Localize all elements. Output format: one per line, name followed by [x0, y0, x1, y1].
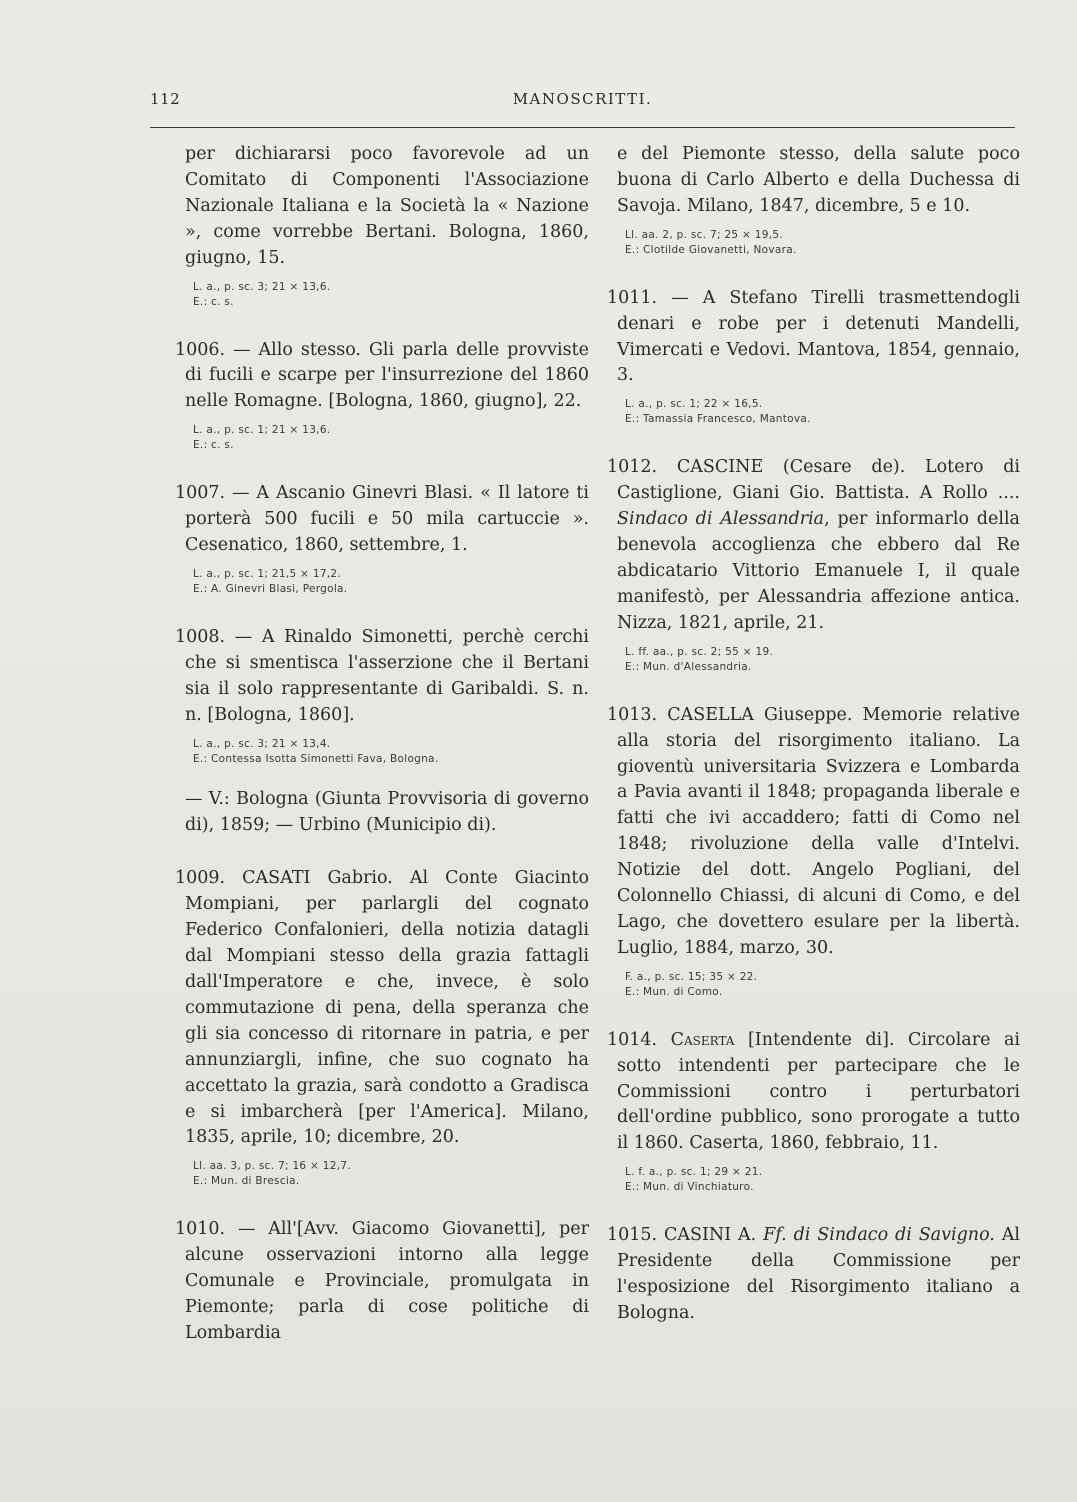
entry-meta [625, 970, 1020, 1000]
see-also-note: — V.: Bologna (Giunta Provvisoria di governo di), 1859; — Urbino (Municipio di). [185, 788, 589, 835]
entry-meta [625, 228, 1020, 258]
entry-meta [193, 567, 589, 597]
entry-text: 1011. — A Stefano Tirelli trasmettendogli denari e robe per i detenuti Mandelli, Vimercati e Vedovi. Mantova, 1854, gennaio, 3. [607, 287, 1020, 386]
entry-text: 1008. — A Rinaldo Simonetti, perchè cerchi che si smentisca l'asserzione che il Bertani sia il solo rappresentante di Garibaldi. S. n. n. [Bologna, 1860]. [175, 626, 589, 725]
entry-text-italic: Ff. di Sindaco di Savigno. [763, 1225, 995, 1246]
entry-1014 [607, 1028, 1020, 1196]
entry-meta [193, 737, 589, 767]
meta-owner: E.: Tamassia Francesco, Mantova. [625, 413, 811, 426]
entry-1011 [607, 286, 1020, 428]
entry-1010 [175, 1217, 589, 1347]
entry-text-rest: [Intendente di]. Circolare ai sotto intendenti per partecipare che le Commissioni contro i perturbatori dell'ordine pubblico, sono prorogate a tutto il 1860. Caserta, 1860, febbraio, 11. [617, 1029, 1020, 1154]
meta-description: L. f. a., p. sc. 1; 29 × 21. [625, 1166, 763, 1179]
entry-meta [193, 423, 589, 453]
meta-description: L. a., p. sc. 1; 21 × 13,6. [193, 424, 331, 437]
meta-owner: E.: Mun. d'Alessandria. [625, 660, 752, 673]
meta-owner: E.: A. Ginevri Blasi, Pergola. [193, 582, 348, 595]
entry-text-lead: 1012. CASCINE (Cesare de). Lotero di Castiglione, Giani Gio. Battista. A Rollo .... [607, 457, 1020, 504]
meta-description: L. a., p. sc. 3; 21 × 13,4. [193, 737, 331, 750]
entry-text [607, 1223, 1020, 1327]
header-rule [150, 127, 1015, 128]
entry-1010-continued [607, 142, 1020, 258]
entry-text-rest: Al Presidente della Commissione per l'esposizione del Risorgimento italiano a Bologna. [617, 1225, 1020, 1323]
entry-text [607, 1028, 1020, 1158]
entry-text-italic: Sindaco di Alessandria [617, 509, 825, 530]
meta-description: L. a., p. sc. 1; 22 × 16,5. [625, 398, 763, 411]
running-header [150, 90, 1015, 114]
entry-1015 [607, 1223, 1020, 1327]
entry-text-lead: 1015. CASINI A. [607, 1225, 764, 1246]
entry-meta [625, 1165, 1020, 1195]
meta-owner: E.: c. s. [193, 439, 234, 452]
entry-text-rest: , per informarlo della benevola accoglienza che ebbero dal Re abdicatario Vittorio Emanuele I, il quale manifestò, per Alessandria affezione antica. Nizza, 1821, aprile, 21. [617, 509, 1020, 633]
entry-text: 1013. CASELLA Giuseppe. Memorie relative alla storia del risorgimento italiano. La gioventù universitaria Svizzera e Lombarda a Pavia avanti il 1848; propaganda liberale e fatti che ivi accaddero; fatti di Como nel 1848; rivoluzione della valle d'Intelvi. Notizie del dott. Angelo Pogliani, del Colonnello Chiassi, di alcuni di Como, e del Lago, che dovettero esulare per la libertà. Luglio, 1884, marzo, 30. [607, 704, 1020, 958]
meta-description: L. ff. aa., p. sc. 2; 55 × 19. [625, 645, 774, 658]
running-title: MANOSCRITTI. [512, 90, 653, 108]
entry-meta [625, 645, 1020, 675]
meta-owner: E.: Clotilde Giovanetti, Novara. [625, 243, 797, 256]
entry-heading-smallcaps: Caserta [670, 1029, 735, 1050]
entry-text: 1009. CASATI Gabrio. Al Conte Giacinto Mompiani, per parlargli del cognato Federico Confalonieri, della notizia datagli dal Mompiani stesso della grazia fattagli dall'Imperatore e che, invece, è solo commutazione di pena, della speranza che gli sia concesso di ritornare in patria, e per annunziargli, infine, che suo cognato ha accettato la grazia, sarà condotto a Gradisca e si imbarcherà [per l'America]. Milano, 1835, aprile, 10; dicembre, 20. [175, 868, 589, 1148]
meta-owner: E.: Contessa Isotta Simonetti Fava, Bologna. [193, 752, 439, 765]
right-column [607, 142, 1020, 1327]
entry-meta [625, 397, 1020, 427]
entry-1007 [175, 481, 589, 597]
meta-description: Ll. aa. 2, p. sc. 7; 25 × 19,5. [625, 228, 784, 241]
entry-text: 1010. — All'[Avv. Giacomo Giovanetti], per alcune osservazioni intorno alla legge Comunale e Provinciale, promulgata in Piemonte; parla di cose politiche di Lombardia [175, 1219, 589, 1343]
meta-owner: E.: Mun. di Brescia. [193, 1175, 300, 1188]
meta-owner: E.: Mun. di Como. [625, 985, 723, 998]
page-number: 112 [150, 90, 181, 108]
entry-1006 [175, 338, 589, 454]
entry-text [607, 455, 1020, 636]
entry-text: per dichiararsi poco favorevole ad un Comitato di Componenti l'Associazione Nazionale Italiana e la Società la « Nazione », come vorrebbe Bertani. Bologna, 1860, giugno, 15. [185, 144, 589, 268]
meta-description: L. a., p. sc. 3; 21 × 13,6. [193, 280, 331, 293]
meta-description: L. a., p. sc. 1; 21,5 × 17,2. [193, 567, 342, 580]
left-column [175, 142, 589, 1347]
entry-text: 1007. — A Ascanio Ginevri Blasi. « Il latore ti porterà 500 fucili e 50 mila cartuccie ». Cesenatico, 1860, settembre, 1. [175, 483, 589, 556]
entry-1008 [175, 625, 589, 767]
entry-meta [193, 1159, 589, 1189]
entry-text: 1006. — Allo stesso. Gli parla delle provviste di fucili e scarpe per l'insurrezione del 1860 nelle Romagne. [Bologna, 1860, giugno], 22. [175, 339, 589, 412]
entry-meta [193, 280, 589, 310]
meta-owner: E.: Mun. di Vinchiaturo. [625, 1181, 754, 1194]
entry-1009 [175, 866, 589, 1189]
entry-1012 [607, 455, 1020, 674]
meta-owner: E.: c. s. [193, 295, 234, 308]
meta-description: F. a., p. sc. 15; 35 × 22. [625, 970, 758, 983]
entry-number: 1014. [607, 1029, 671, 1050]
entry-1005-continued [175, 142, 589, 310]
entry-text: e del Piemonte stesso, della salute poco buona di Carlo Alberto e della Duchessa di Savoja. Milano, 1847, dicembre, 5 e 10. [617, 144, 1020, 216]
meta-description: Ll. aa. 3, p. sc. 7; 16 × 12,7. [193, 1160, 352, 1173]
entry-1013 [607, 703, 1020, 1000]
